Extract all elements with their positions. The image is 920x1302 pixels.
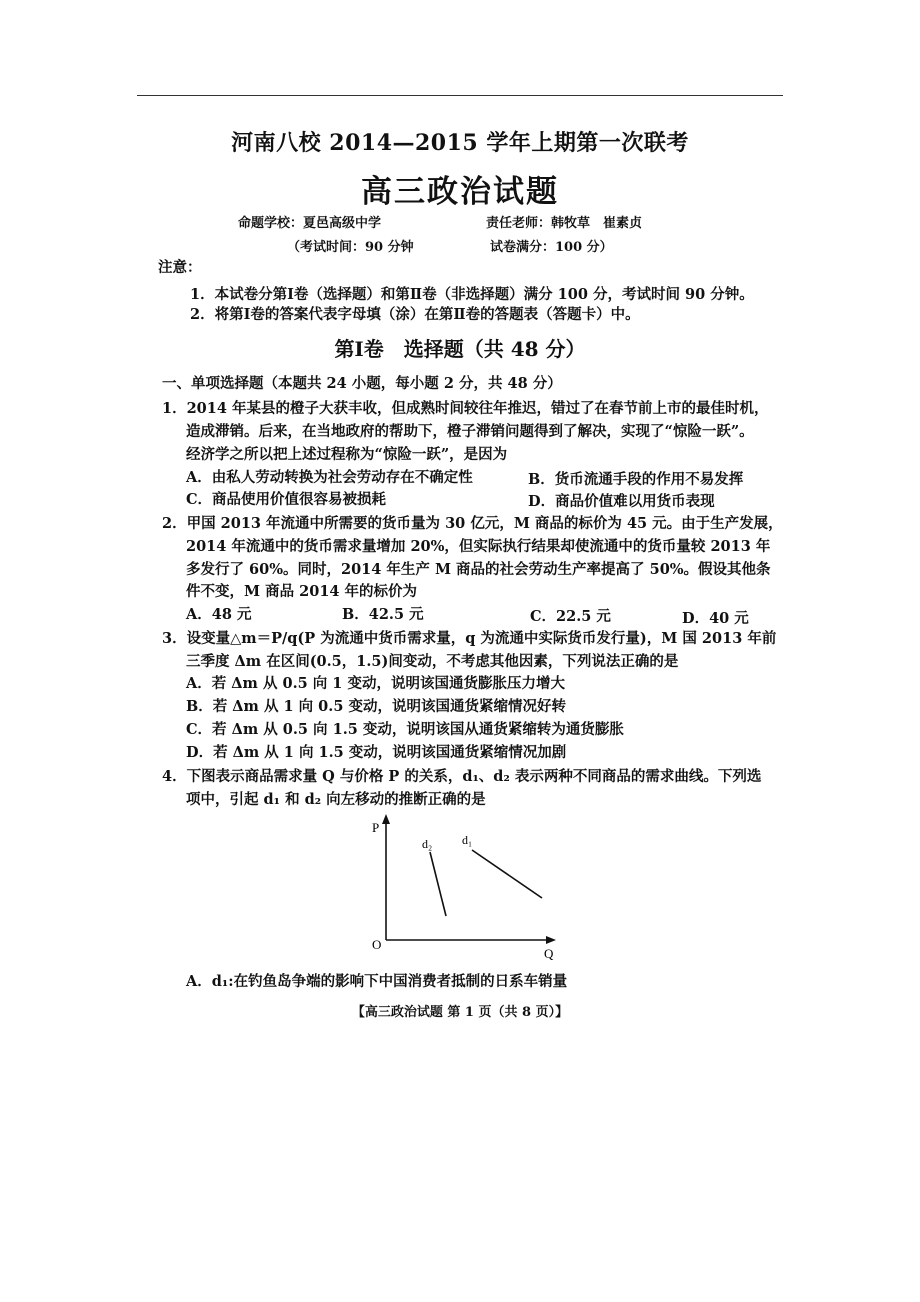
origin-label: O: [372, 937, 382, 952]
q2-line-2: 2014 年流通中的货币需求量增加 20%，但实际执行结果却使流通中的货币量较 2013 年: [186, 538, 771, 555]
q1-line-3: 经济学之所以把上述过程称为“惊险一跃”，是因为: [186, 446, 508, 463]
demand-curve-graph: [360, 812, 570, 962]
q1-line-2: 造成滞销。后来，在当地政府的帮助下，橙子滞销问题得到了解决，实现了“惊险一跃”。: [186, 423, 754, 440]
full-score: 试卷满分：100 分）: [490, 240, 613, 255]
q3-option-b: B．若 Δm 从 1 向 0.5 变动，说明该国通货紧缩情况好转: [186, 698, 566, 715]
q2-line-1: 2．甲国 2013 年流通中所需要的货币量为 30 亿元，M 商品的标价为 45 元。由于生产发展，: [162, 515, 783, 532]
q1-option-c: C．商品使用价值很容易被损耗: [186, 491, 387, 508]
q3-option-a: A．若 Δm 从 0.5 向 1 变动，说明该国通货膨胀压力增大: [186, 675, 565, 692]
q4-option-a: A．d₁:在钓鱼岛争端的影响下中国消费者抵制的日系车销量: [186, 973, 568, 990]
top-rule: [137, 95, 783, 96]
exam-title: 河南八校 2014—2015 学年上期第一次联考: [231, 130, 689, 156]
q3-line-1: 3．设变量△m＝P/q(P 为流通中货币需求量，q 为流通中实际货币发行量)，M 国 2013 年前: [162, 630, 777, 647]
q2-option-d: D．40 元: [682, 610, 749, 627]
q1-option-d: D．商品价值难以用货币表现: [528, 493, 715, 510]
d1-curve: [472, 850, 542, 898]
page-footer: 【高三政治试题 第 1 页（共 8 页）】: [351, 1005, 569, 1020]
author-teachers: 责任老师：韩牧草 崔素贞: [486, 216, 643, 231]
q2-option-b: B．42.5 元: [342, 606, 424, 623]
q3-line-2: 三季度 Δm 在区间(0.5，1.5)间变动，不考虑其他因素，下列说法正确的是: [186, 653, 679, 670]
p-axis-label: P: [372, 820, 380, 835]
q2-line-4: 件不变，M 商品 2014 年的标价为: [186, 583, 418, 600]
q2-option-a: A．48 元: [186, 606, 252, 623]
subject-title: 高三政治试题: [361, 174, 559, 210]
exam-time: （考试时间：90 分钟: [287, 240, 414, 255]
q3-option-d: D．若 Δm 从 1 向 1.5 变动，说明该国通货紧缩情况加剧: [186, 744, 567, 761]
q-axis-arrow: [546, 936, 556, 944]
q4-line-1: 4．下图表示商品需求量 Q 与价格 P 的关系，d₁、d₂ 表示两种不同商品的需求曲线。下列选: [162, 768, 762, 785]
part-heading: 一、单项选择题（本题共 24 小题，每小题 2 分，共 48 分）: [162, 375, 562, 392]
q2-line-3: 多发行了 60%。同时，2014 年生产 M 商品的社会劳动生产率提高了 50%。假设其他条: [186, 561, 771, 578]
q1-option-a: A．由私人劳动转换为社会劳动存在不确定性: [186, 469, 473, 486]
q1-option-b: B．货币流通手段的作用不易发挥: [528, 471, 744, 488]
d2-curve: [430, 852, 446, 916]
q3-option-c: C．若 Δm 从 0.5 向 1.5 变动，说明该国从通货紧缩转为通货膨胀: [186, 721, 624, 738]
author-school: 命题学校：夏邑高级中学: [238, 216, 382, 231]
notice-item-2: 2．将第Ⅰ卷的答案代表字母填（涂）在第Ⅱ卷的答题表（答题卡）中。: [190, 306, 640, 323]
notice-item-1: 1．本试卷分第Ⅰ卷（选择题）和第Ⅱ卷（非选择题）满分 100 分，考试时间 90 分钟。: [190, 286, 754, 303]
q-axis-label: Q: [544, 946, 554, 961]
q1-line-1: 1．2014 年某县的橙子大获丰收，但成熟时间较往年推迟，错过了在春节前上市的最佳时机，: [162, 400, 769, 417]
section-title: 第Ⅰ卷 选择题（共 48 分）: [334, 337, 586, 361]
d1-label: d₁: [462, 833, 473, 847]
notice-label: 注意：: [158, 259, 202, 276]
p-axis-arrow: [382, 814, 390, 824]
d2-label: d₂: [422, 837, 433, 851]
q4-line-2: 项中，引起 d₁ 和 d₂ 向左移动的推断正确的是: [186, 791, 486, 808]
q2-option-c: C．22.5 元: [530, 608, 611, 625]
